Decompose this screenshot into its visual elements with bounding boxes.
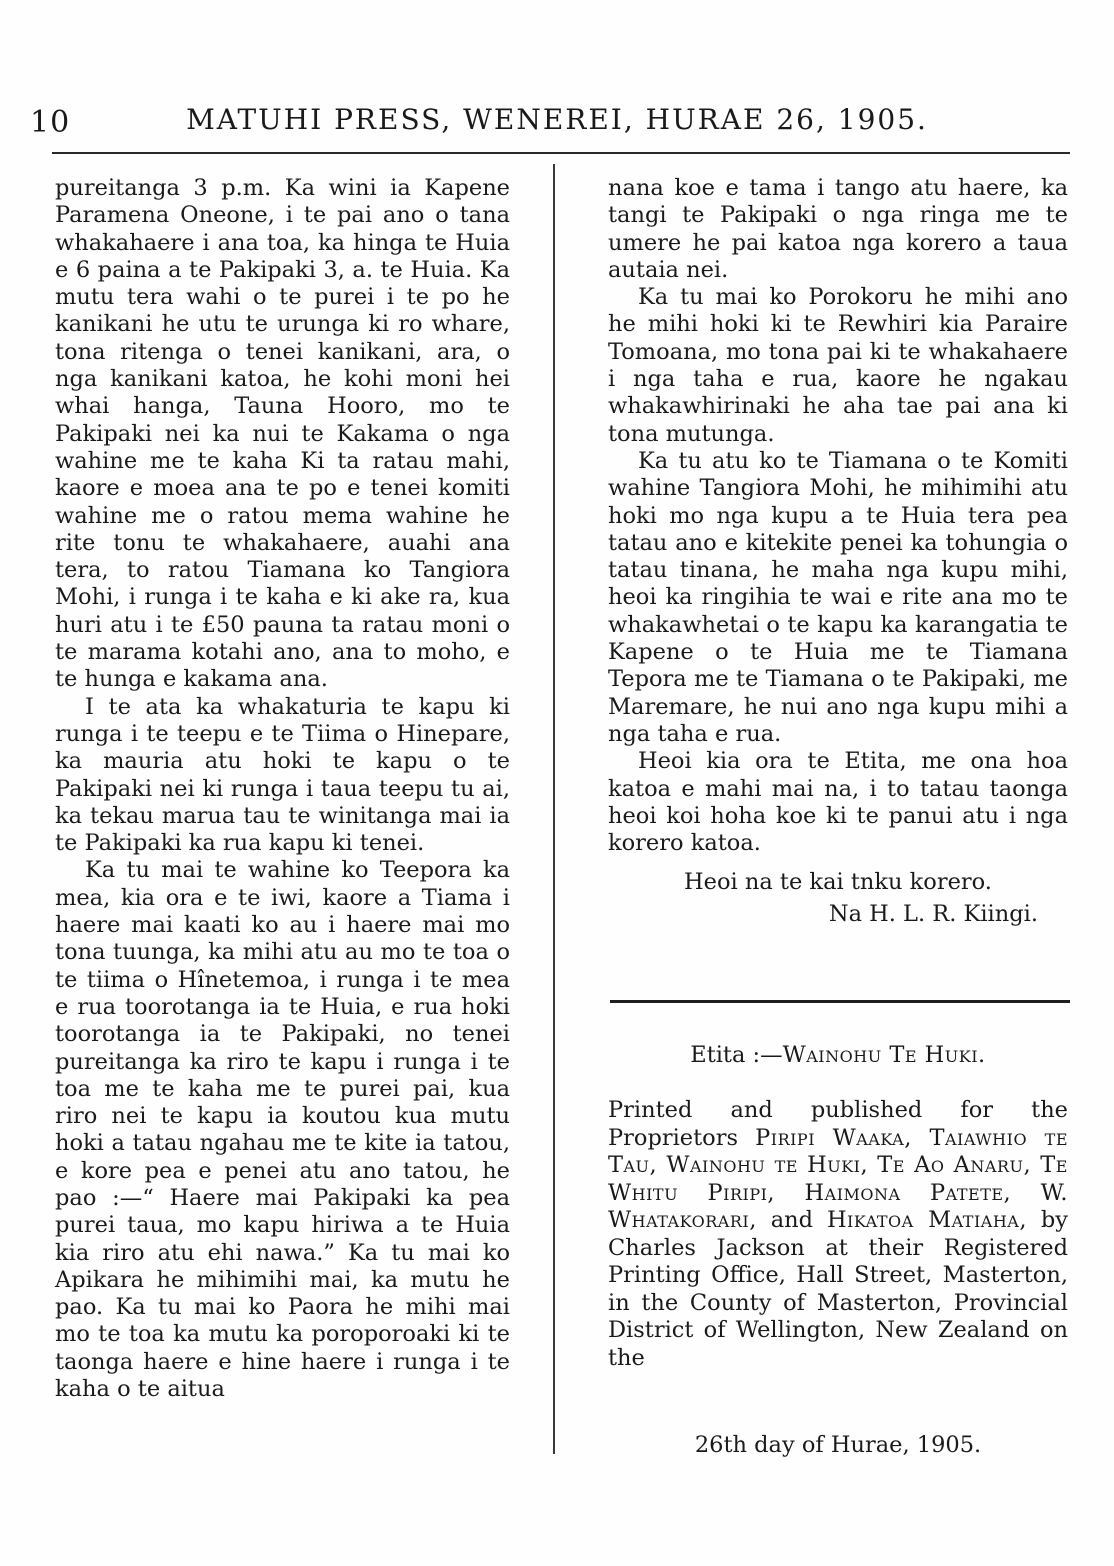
editor-name: Wainohu Te Huki.	[782, 1042, 986, 1068]
imprint-text: Printed and published for the Proprietors	[608, 1097, 1068, 1151]
paragraph: nana koe e tama i tango atu haere, ka tangi te Pakipaki o nga ringa me te umere he pai katoa nga korero a taua autaia nei.	[608, 175, 1068, 283]
editor-label: Etita :—	[690, 1042, 783, 1068]
paragraph: Ka tu atu ko te Tiamana o te Komiti wahine Tangiora Mohi, he mihimihi atu hoki mo nga kupu a te Huia tera pea tatau ano e kitekite penei ka tohungia o tatau tinana, he maha nga kupu mihi, heoi ka ringihia te wai e rite ana mo te whakawhetai o te kapu ka karangatia te Kapene o te Huia me te Tiamana Tepora me te Tiamana o te Pakipaki, me Maremare, he nui ano nga kupu mihi a nga taha e rua.	[608, 447, 1068, 747]
printer-name: Hikatoa Matiaha,	[826, 1207, 1027, 1233]
editor-line	[608, 1042, 1068, 1068]
imprint-date: 26th day of Hurae, 1905.	[694, 1432, 982, 1458]
paragraph: Ka tu mai ko Porokoru he mihi ano he mihi hoki ki te Rewhiri kia Paraire Tomoana, mo tona pai ki te whakahaere i nga taha e rua, kaore he ngakau whakawhirinaki he aha tae pai ana ki tona mutunga.	[608, 284, 1068, 447]
right-column	[608, 175, 1068, 928]
proprietors: Piripi Waaka, Taiawhio te Tau, Wainohu te Huki, Te Ao Anaru, Te Whitu Piripi, Haimona Patete, W. Whatakorari,	[608, 1124, 1069, 1233]
imprint-text: by Charles Jackson at their Registered Printing Office, Hall Street, Masterton, in the County of Masterton, Provincial District of Wellington, New Zealand on the	[608, 1207, 1068, 1371]
running-head: MATUHI PRESS, WENEREI, HURAE 26, 1905.	[186, 103, 928, 136]
signoff: Heoi na te kai tnku korero.	[684, 869, 992, 896]
paragraph: Heoi kia ora te Etita, me ona hoa katoa e mahi mai na, i to tatau taonga heoi koi hoha koe ki te panui atu i nga korero katoa.	[608, 748, 1068, 857]
page-header	[0, 0, 1114, 160]
signature: Na H. L. R. Kiingi.	[828, 900, 1038, 927]
imprint	[608, 1097, 1068, 1372]
column-divider	[553, 164, 555, 1454]
paragraph: Ka tu mai te wahine ko Teepora ka mea, kia ora e te iwi, kaore a Tiama i haere mai kaati ko au i haere mai mo tona tuunga, ka mihi atu au mo te toa o te tiima o Hînetemoa, i runga i te mea e rua toorotanga ia te Huia, e rua hoki toorotanga ia te Pakipaki, no tenei pureitanga ka riro te kapu i runga i te toa me te kaha me te purei pai, kua riro nei te kapu ia koutou kua mutu hoki a tatau ngahau me te kite ia tatou, e kore pea e penei atu ano tatou, he pao :—“ Haere mai Pakipaki ka pea purei taua, mo kapu hiriwa a te Huia kia riro atu ehi nawa.” Ka tu mai ko Apikara he mihimihi mai, ka mutu he pao. Ka tu mai ko Paora he mihi mai mo te toa ka mutu ka poroporoaki ki te taonga haere e hine haere i runga i te kaha o te aitua	[55, 857, 510, 1403]
paragraph: pureitanga 3 p.m. Ka wini ia Kapene Paramena Oneone, i te pai ano o tana whakahaere i ana toa, ka hinga te Huia e 6 paina a te Pakipaki 3, a. te Huia. Ka mutu tera wahi o te purei i te po he kanikani he utu te urunga ki ro whare, tona ritenga o tenei kanikani, ara, o nga kanikani katoa, he kohi moni hei whai hanga, Tauna Hooro, mo te Pakipaki nei ka nui te Kakama o nga wahine me te kaha Ki ta ratau mahi, kaore e moea ana te po e tenei komiti wahine me o ratou mema wahine he rite tonu te whakahaere, auahi ana tera, to ratou Tiamana ko Tangiora Mohi, i runga i te kaha e ki ake ra, kua huri atu i te £50 pauna ta ratau moni o te marama kotahi ano, ana to moho, e te hunga e kakama ana.	[55, 175, 510, 693]
header-rule	[52, 152, 1070, 154]
paragraph: I te ata ka whakaturia te kapu ki runga i te teepu e te Tiima o Hinepare, ka mauria atu hoki te kapu o te Pakipaki nei ki runga i taua teepu tu ai, ka tekau marua tau te winitanga mai ia te Pakipaki ka rua kapu ki tenei.	[55, 693, 510, 857]
imprint-text: and	[770, 1207, 814, 1233]
page-number: 10	[30, 105, 71, 140]
section-rule	[610, 1000, 1070, 1003]
left-column	[55, 175, 510, 1403]
